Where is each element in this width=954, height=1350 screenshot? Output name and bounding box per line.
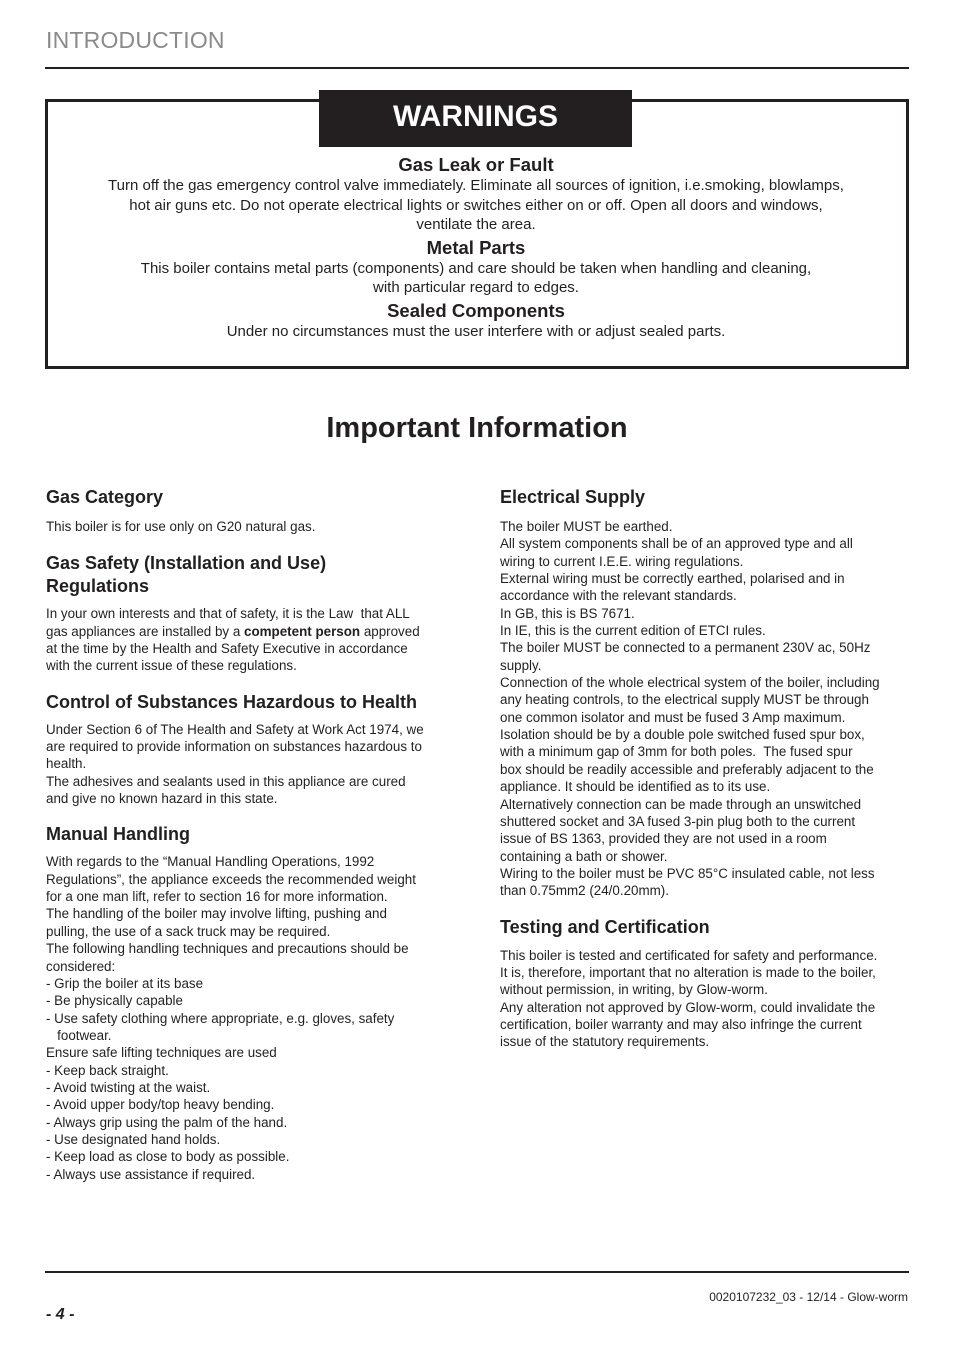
- warnings-title: WARNINGS: [319, 90, 632, 147]
- text-manual-handling: With regards to the “Manual Handling Operations, 1992 Regulations”, the appliance exceeds the recommended weight for a one man lift, refer to section 16 for more information. The handling of the boiler may involve lifting, pushing and pulling, the use of a sack truck may be required. The following handling techniques and precautions should be considered: - Grip the boiler at its base - Be physically capable - Use safety clothing where appropriate, e.g. gloves, safety footwear. Ensure safe lifting techniques are used - Keep back straight. - Avoid twisting at the waist. - Avoid upper body/top heavy bending. - Always grip using the palm of the hand. - Use designated hand holds. - Keep load as close to body as possible. - Always use assistance if required.: [46, 854, 416, 1182]
- heading-coshh: Control of Substances Hazardous to Health: [46, 691, 418, 712]
- heading-testing-certification: Testing and Certification: [500, 916, 710, 937]
- bottom-rule: [45, 1271, 909, 1273]
- warning-heading-gas-leak: Gas Leak or Fault: [398, 154, 554, 175]
- warning-line: This boiler contains metal parts (components) and care should be taken when handling and cleaning,: [140, 259, 812, 277]
- left-column: [46, 486, 458, 1183]
- warning-heading-sealed-components: Sealed Components: [387, 299, 565, 321]
- section-label: INTRODUCTION: [46, 27, 225, 53]
- heading-gas-category: Gas Category: [46, 487, 164, 507]
- warning-line: ventilate the area.: [416, 216, 536, 233]
- warning-line: Turn off the gas emergency control valve immediately. Eliminate all sources of ignition, i.e.smoking, blowlamps,: [108, 177, 844, 194]
- text-electrical-supply: The boiler MUST be earthed. All system components shall be of an approved type and all wiring to current I.E.E. wiring regulations. External wiring must be correctly earthed, polarised and in accordance with the relevant standards. In GB, this is BS 7671. In IE, this is the current edition of ETCI rules. The boiler MUST be connected to a permanent 230V ac, 50Hz supply. Connection of the whole electrical system of the boiler, including any heating controls, to the electrical supply MUST be through one common isolator and must be fused 3 Amp maximum. Isolation should be by a double pole switched fused spur box, with a minimum gap of 3mm for both poles. The fused spur box should be readily accessible and preferably adjacent to the appliance. It should be identified as to its use. Alternatively connection can be made through an unswitched shuttered socket and 3A fused 3-pin plug both to the current issue of BS 1363, provided they are not used in a room containing a bath or shower. Wiring to the boiler must be PVC 85°C insulated cable, not less than 0.75mm2 (24/0.20mm).: [500, 519, 880, 899]
- page-number: - 4 -: [46, 1306, 75, 1323]
- right-column: [500, 486, 912, 1051]
- warning-heading-metal-parts: Metal Parts: [426, 236, 526, 258]
- text-coshh: Under Section 6 of The Health and Safety at Work Act 1974, we are required to provide information on substances hazardous to health. The adhesives and sealants used in this appliance are cured and give no known hazard in this state.: [46, 721, 424, 807]
- heading-electrical-supply: Electrical Supply: [500, 487, 646, 507]
- warnings-body: [60, 154, 892, 341]
- top-rule: [45, 67, 909, 69]
- heading-manual-handling: Manual Handling: [46, 824, 190, 845]
- page-title: Important Information: [326, 412, 628, 444]
- text-gas-category: This boiler is for use only on G20 natural gas.: [46, 519, 316, 534]
- warning-line: with particular regard to edges.: [373, 279, 579, 296]
- warning-line: Under no circumstances must the user interfere with or adjust sealed parts.: [226, 322, 726, 340]
- text-testing-certification: This boiler is tested and certificated for safety and performance. It is, therefore, important that no alteration is made to the boiler, without permission, in writing, by Glow-worm. Any alteration not approved by Glow-worm, could invalidate the certification, boiler warranty and may also infringe the current issue of the statutory requirements.: [500, 947, 878, 1050]
- heading-gas-safety: Gas Safety (Installation and Use) Regulations: [46, 553, 327, 597]
- warning-line: hot air guns etc. Do not operate electrical lights or switches either on or off. Open all doors and windows,: [129, 196, 823, 214]
- footer-doc-ref: 0020107232_03 - 12/14 - Glow-worm: [709, 1290, 908, 1304]
- text-gas-safety: In your own interests and that of safety, it is the Law that ALL gas appliances are installed by a competent person approved at the time by the Health and Safety Executive in accordance with the current issue of these regulations.: [46, 606, 420, 674]
